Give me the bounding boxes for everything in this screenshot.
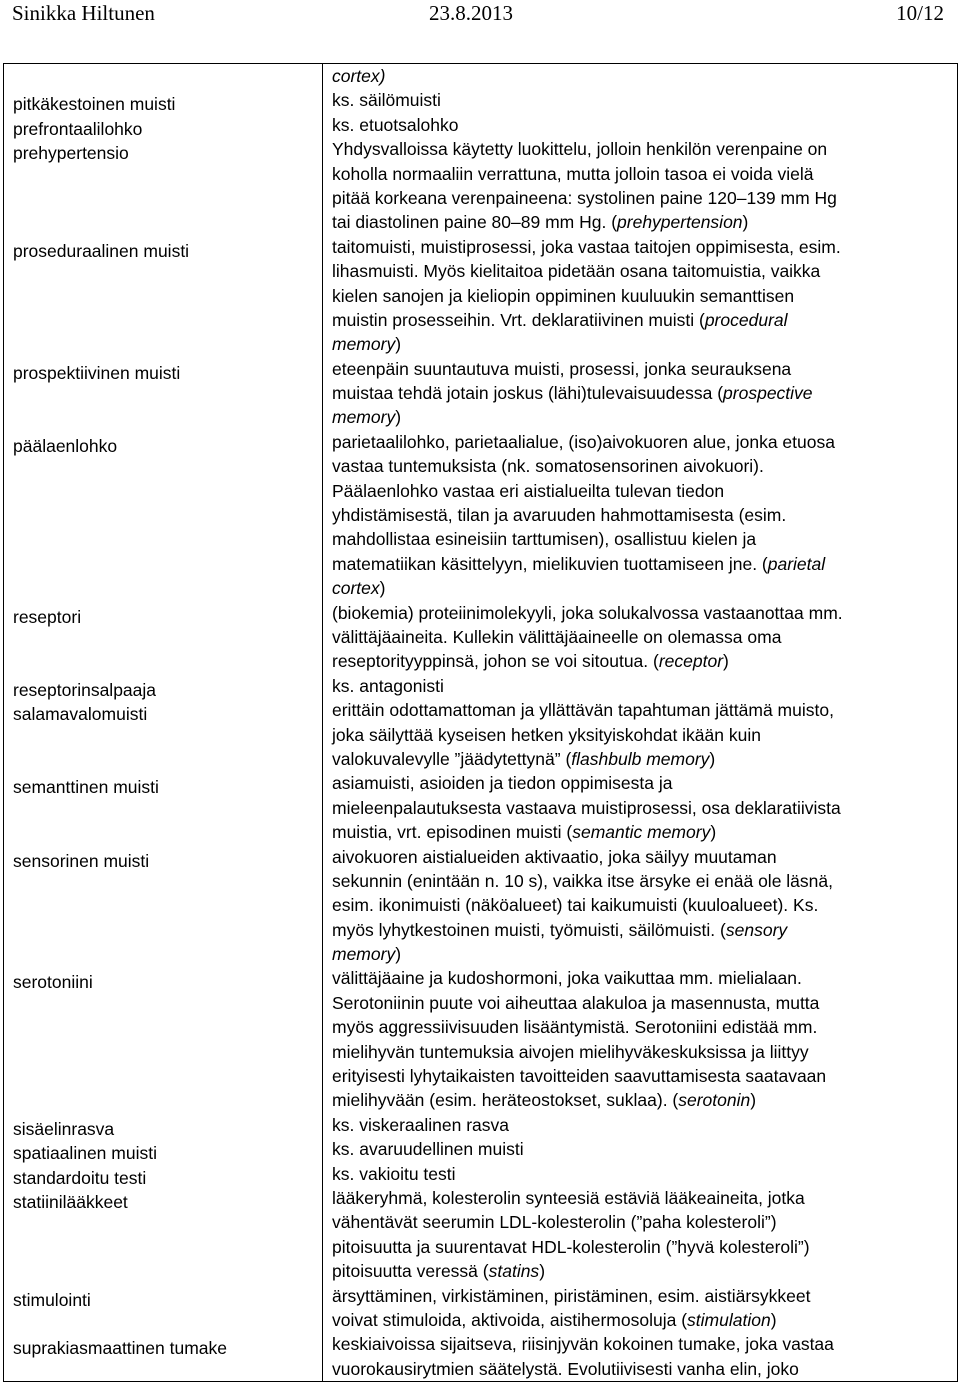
definition-line xyxy=(332,869,948,893)
definition-text: erityisesti lyhytaikaisten tavoitteiden saavuttamisesta saatavaan xyxy=(332,1066,827,1087)
spacer xyxy=(13,214,313,238)
spacer xyxy=(13,166,313,190)
definition-italic-text: semantic memory xyxy=(572,822,711,843)
definition-text: voivat stimuloida, aktivoida, aistihermosoluja ( xyxy=(332,1309,688,1330)
definition-line xyxy=(332,942,948,966)
glossary-table xyxy=(3,63,958,1382)
definition-line xyxy=(332,503,948,527)
definition-line xyxy=(332,357,948,381)
definition-text: matematiikan käsittelyyn, mielikuvien tuottamiseen jne. ( xyxy=(332,553,768,574)
definition-line xyxy=(332,576,948,600)
definition-text: pitää korkeana verenpaineena: systolinen paine 120–139 mm Hg xyxy=(332,187,837,208)
definition-text: pitoisuutta ja suurentavat HDL-kolesterolin (”hyvä kolesteroli”) xyxy=(332,1236,810,1257)
definition-italic-text: sensory xyxy=(725,919,788,940)
spacer xyxy=(13,1312,313,1336)
page-header xyxy=(12,0,948,30)
definition-text: Yhdysvalloissa käytetty luokittelu, jolloin henkilön verenpaine on xyxy=(332,139,828,160)
definition-text: tai diastolinen paine 80–89 mm Hg. ( xyxy=(332,212,618,233)
definition-line xyxy=(332,991,948,1015)
definition-line xyxy=(332,88,948,112)
definition-line xyxy=(332,918,948,942)
definition-line xyxy=(332,1308,948,1332)
definition-line xyxy=(332,1332,948,1356)
definition-line xyxy=(332,1210,948,1234)
definition-italic-text: procedural xyxy=(704,309,788,330)
glossary-term: prehypertensio xyxy=(13,143,129,164)
definition-text: välittäjäaine ja kudoshormoni, joka vaikuttaa mm. mielialaan. xyxy=(332,968,802,989)
definition-text: ks. avaruudellinen muisti xyxy=(332,1139,524,1160)
glossary-definition xyxy=(332,1284,948,1333)
definition-text: asiamuisti, asioiden ja tiedon oppimisesta ja xyxy=(332,773,673,794)
glossary-term: suprakiasmaattinen tumake xyxy=(13,1338,227,1359)
definition-text: reseptorityyppinsä, johon se voi sitoutua. ( xyxy=(332,651,659,672)
definition-text: myös lyhytkestoinen muisti, työmuisti, säilömuisti. ( xyxy=(332,919,726,940)
definition-line xyxy=(332,820,948,844)
spacer xyxy=(13,1019,313,1043)
definition-text: parietaalilohko, parietaalialue, (iso)aivokuoren alue, jonka etuosa xyxy=(332,431,835,452)
definition-line xyxy=(332,796,948,820)
glossary-term: proseduraalinen muisti xyxy=(13,240,190,261)
definitions-column xyxy=(323,64,958,1382)
glossary-term: semanttinen muisti xyxy=(13,777,159,798)
definition-text: mielihyvän tuntemuksia aivojen mielihyväkeskuksissa ja liittyy xyxy=(332,1041,809,1062)
spacer xyxy=(13,727,313,751)
definition-line xyxy=(332,747,948,771)
definition-text: ks. antagonisti xyxy=(332,675,444,696)
header-page-number: 10/12 xyxy=(896,1,944,25)
definition-italic-text: cortex xyxy=(332,578,380,599)
definition-text: ) xyxy=(750,1090,757,1111)
definition-text: aivokuoren aistialueiden aktivaatio, joka säilyy muutaman xyxy=(332,846,777,867)
definition-text: vastaa tuntemuksista (nk. somatosensorinen aivokuori). xyxy=(332,456,764,477)
definition-text: muistia, vrt. episodinen muisti ( xyxy=(332,822,573,843)
definition-text: joka säilyttää kyseisen hetken yksityiskohdat ikään kuin xyxy=(332,724,761,745)
glossary-term: standardoitu testi xyxy=(13,1167,147,1188)
definition-text: ) xyxy=(395,334,402,355)
definition-text: ) xyxy=(723,651,729,672)
definition-text: ) xyxy=(770,1309,777,1330)
definition-text: mielihyvään (esim. heräteostokset, suklaa). ( xyxy=(332,1090,679,1111)
definition-text: ks. säilömuisti xyxy=(332,90,441,111)
definition-text: keskiaivoissa sijaitseva, riisinjyvän kokoinen tumake, joka vastaa xyxy=(332,1334,834,1355)
glossary-definition xyxy=(332,137,948,235)
definition-text: ärsyttäminen, virkistäminen, piristäminen, esim. aistiärsykkeet xyxy=(332,1285,811,1306)
definition-line xyxy=(332,259,948,283)
definition-text: muistin prosesseihin. Vrt. deklaratiivinen muisti ( xyxy=(332,309,705,330)
glossary-definition xyxy=(332,771,948,844)
definition-italic-text: statins xyxy=(488,1261,540,1282)
spacer xyxy=(13,1044,313,1068)
definition-text: sekunnin (enintään n. 10 s), vaikka itse ärsyke ei enää ole läsnä, xyxy=(332,870,833,891)
definition-line xyxy=(332,966,948,990)
definition-text: Päälaenlohko vastaa eri aistialueilta tulevan tiedon xyxy=(332,480,725,501)
glossary-term: sensorinen muisti xyxy=(13,850,150,871)
definition-line xyxy=(332,552,948,576)
definition-text: lääkeryhmä, kolesterolin synteesiä estäviä lääkeaineita, jotka xyxy=(332,1187,805,1208)
definition-line xyxy=(332,430,948,454)
spacer xyxy=(13,629,313,653)
definition-line xyxy=(332,1357,948,1381)
definition-italic-text: memory xyxy=(332,407,396,428)
definition-line xyxy=(332,284,948,308)
glossary-term: pitkäkestoinen muisti xyxy=(13,94,176,115)
glossary-definition xyxy=(332,235,948,357)
glossary-definition xyxy=(332,674,948,698)
definition-text: pitoisuutta veressä ( xyxy=(332,1261,489,1282)
definition-text: ) xyxy=(539,1261,546,1282)
header-date: 23.8.2013 xyxy=(429,1,513,25)
glossary-definition xyxy=(332,357,948,430)
glossary-definition xyxy=(332,601,948,674)
glossary-term: serotoniini xyxy=(13,972,93,993)
definition-line xyxy=(332,162,948,186)
glossary-definition xyxy=(332,1186,948,1284)
definition-line xyxy=(332,1064,948,1088)
definition-text: ) xyxy=(709,748,716,769)
spacer xyxy=(13,580,313,604)
definition-line xyxy=(332,1137,948,1161)
definition-line xyxy=(332,1162,948,1186)
header-author: Sinikka Hiltunen xyxy=(12,1,155,25)
definition-text: ks. etuotsalohko xyxy=(332,114,459,135)
glossary-definition xyxy=(332,88,948,112)
definition-line xyxy=(332,454,948,478)
definition-line xyxy=(332,381,948,405)
glossary-term: spatiaalinen muisti xyxy=(13,1143,157,1164)
glossary-definition xyxy=(332,430,948,601)
spacer xyxy=(13,751,313,775)
spacer xyxy=(13,873,313,897)
spacer xyxy=(13,507,313,531)
spacer xyxy=(13,312,313,336)
spacer xyxy=(13,263,313,287)
definition-text: vuorokausirytmien säätelystä. Evolutiivisesti vanha elin, joko xyxy=(332,1358,799,1379)
definition-line xyxy=(332,308,948,332)
definition-italic-text: memory xyxy=(332,944,396,965)
definition-line xyxy=(332,479,948,503)
definition-italic-text: parietal xyxy=(767,553,826,574)
definition-line xyxy=(332,332,948,356)
definition-text: ) xyxy=(742,212,749,233)
terms-column xyxy=(4,64,323,1382)
spacer xyxy=(13,824,313,848)
definition-text: mahdollistaa esineisiin tarttumisen), osallistuu kielen ja xyxy=(332,529,757,550)
spacer xyxy=(13,897,313,921)
spacer xyxy=(13,385,313,409)
definition-italic-text: stimulation xyxy=(687,1309,771,1330)
definition-text: ) xyxy=(395,407,402,428)
spacer xyxy=(13,336,313,360)
definition-line xyxy=(332,649,948,673)
definition-text: kielen sanojen ja kieliopin oppiminen kuuluukin semanttisen xyxy=(332,285,795,306)
definition-line xyxy=(332,1040,948,1064)
definition-line xyxy=(332,1015,948,1039)
glossary-definition xyxy=(332,698,948,771)
glossary-row xyxy=(4,64,958,1382)
glossary-definition xyxy=(332,966,948,1112)
spacer xyxy=(13,409,313,433)
definition-line xyxy=(332,1259,948,1283)
glossary-term: prefrontaalilohko xyxy=(13,118,143,139)
definition-line xyxy=(332,137,948,161)
definition-line xyxy=(332,405,948,429)
glossary-term: statiinilääkkeet xyxy=(13,1191,128,1212)
glossary-term: sisäelinrasva xyxy=(13,1118,115,1139)
definition-italic-text: prospective xyxy=(723,383,813,404)
definition-text: ) xyxy=(710,822,717,843)
spacer xyxy=(13,1068,313,1092)
definition-text: ) xyxy=(395,944,402,965)
definition-text: muistaa tehdä jotain joskus (lähi)tulevaisuudessa ( xyxy=(332,383,724,404)
glossary-term: stimulointi xyxy=(13,1289,91,1310)
definition-text: esim. ikonimuisti (näköalueet) tai kaikumuisti (kuuloalueet). Ks. xyxy=(332,895,819,916)
definition-line xyxy=(332,1088,948,1112)
spacer xyxy=(13,1092,313,1116)
spacer xyxy=(13,653,313,677)
definition-line xyxy=(332,64,948,88)
definition-text: ) xyxy=(379,578,386,599)
definition-line xyxy=(332,625,948,649)
glossary-term: päälaenlohko xyxy=(13,435,118,456)
definition-line xyxy=(332,1235,948,1259)
spacer xyxy=(13,1263,313,1287)
definition-text: koholla normaaliin verrattuna, mutta jolloin tasoa ei voida vielä xyxy=(332,163,814,184)
definition-italic-text: receptor xyxy=(658,651,724,672)
definition-line xyxy=(332,723,948,747)
glossary-definition xyxy=(332,1113,948,1137)
definition-text: myös aggressiivisuuden lisääntymistä. Serotoniini edistää mm. xyxy=(332,1017,818,1038)
definition-italic-text: serotonin xyxy=(678,1090,751,1111)
glossary-term: reseptori xyxy=(13,606,82,627)
definition-line xyxy=(332,845,948,869)
definition-italic-text: prehypertension xyxy=(617,212,743,233)
spacer xyxy=(13,68,313,92)
glossary-definition xyxy=(332,845,948,967)
spacer xyxy=(13,922,313,946)
definition-line xyxy=(332,1113,948,1137)
definition-line xyxy=(332,771,948,795)
definition-italic-text: flashbulb memory xyxy=(571,748,710,769)
definition-text: eteenpäin suuntautuva muisti, prosessi, jonka seurauksena xyxy=(332,358,792,379)
definition-text: yhdistämisestä, tilan ja avaruuden hahmottamisesta (esim. xyxy=(332,505,787,526)
glossary-definition xyxy=(332,64,948,88)
glossary-term: prospektiivinen muisti xyxy=(13,362,181,383)
definition-text: lihasmuisti. Myös kielitaitoa pidetään osana taitomuistia, vaikka xyxy=(332,261,821,282)
spacer xyxy=(13,483,313,507)
definition-line xyxy=(332,186,948,210)
glossary-definition xyxy=(332,113,948,137)
definition-line xyxy=(332,893,948,917)
spacer xyxy=(13,458,313,482)
definition-line xyxy=(332,235,948,259)
definition-line xyxy=(332,210,948,234)
definition-text: ks. vakioitu testi xyxy=(332,1163,456,1184)
definition-line xyxy=(332,113,948,137)
definition-text: välittäjäaineita. Kullekin välittäjäaineelle on olemassa oma xyxy=(332,626,782,647)
definition-text: mieleenpalautuksesta vastaava muistiprosessi, osa deklaratiivista xyxy=(332,797,841,818)
definition-text: taitomuisti, muistiprosessi, joka vastaa taitojen oppimisesta, esim. xyxy=(332,236,841,257)
glossary-term: reseptorinsalpaaja xyxy=(13,679,157,700)
spacer xyxy=(13,1239,313,1263)
definition-line xyxy=(332,698,948,722)
definition-line xyxy=(332,1186,948,1210)
glossary-term: salamavalomuisti xyxy=(13,704,148,725)
definition-italic-text: memory xyxy=(332,334,396,355)
glossary-definition xyxy=(332,1162,948,1186)
definition-text: ks. viskeraalinen rasva xyxy=(332,1114,510,1135)
spacer xyxy=(13,531,313,555)
glossary-definition xyxy=(332,1332,948,1381)
definition-line xyxy=(332,1284,948,1308)
spacer xyxy=(13,1214,313,1238)
definition-text: valokuvalevylle ”jäädytettynä” ( xyxy=(332,748,572,769)
spacer xyxy=(13,995,313,1019)
definition-text: Serotoniinin puute voi aiheuttaa alakuloa ja masennusta, mutta xyxy=(332,992,820,1013)
definition-line xyxy=(332,674,948,698)
spacer xyxy=(13,946,313,970)
definition-line xyxy=(332,601,948,625)
definition-text: erittäin odottamattoman ja yllättävän tapahtuman jättämä muisto, xyxy=(332,700,834,721)
spacer xyxy=(13,190,313,214)
spacer xyxy=(13,288,313,312)
definition-italic-text: cortex) xyxy=(332,66,386,86)
glossary-definition xyxy=(332,1137,948,1161)
definition-text: vähentävät seerumin LDL-kolesterolin (”paha kolesteroli”) xyxy=(332,1212,777,1233)
spacer xyxy=(13,800,313,824)
spacer xyxy=(13,556,313,580)
definition-text: (biokemia) proteiinimolekyyli, joka solukalvossa vastaanottaa mm. xyxy=(332,602,843,623)
definition-line xyxy=(332,527,948,551)
